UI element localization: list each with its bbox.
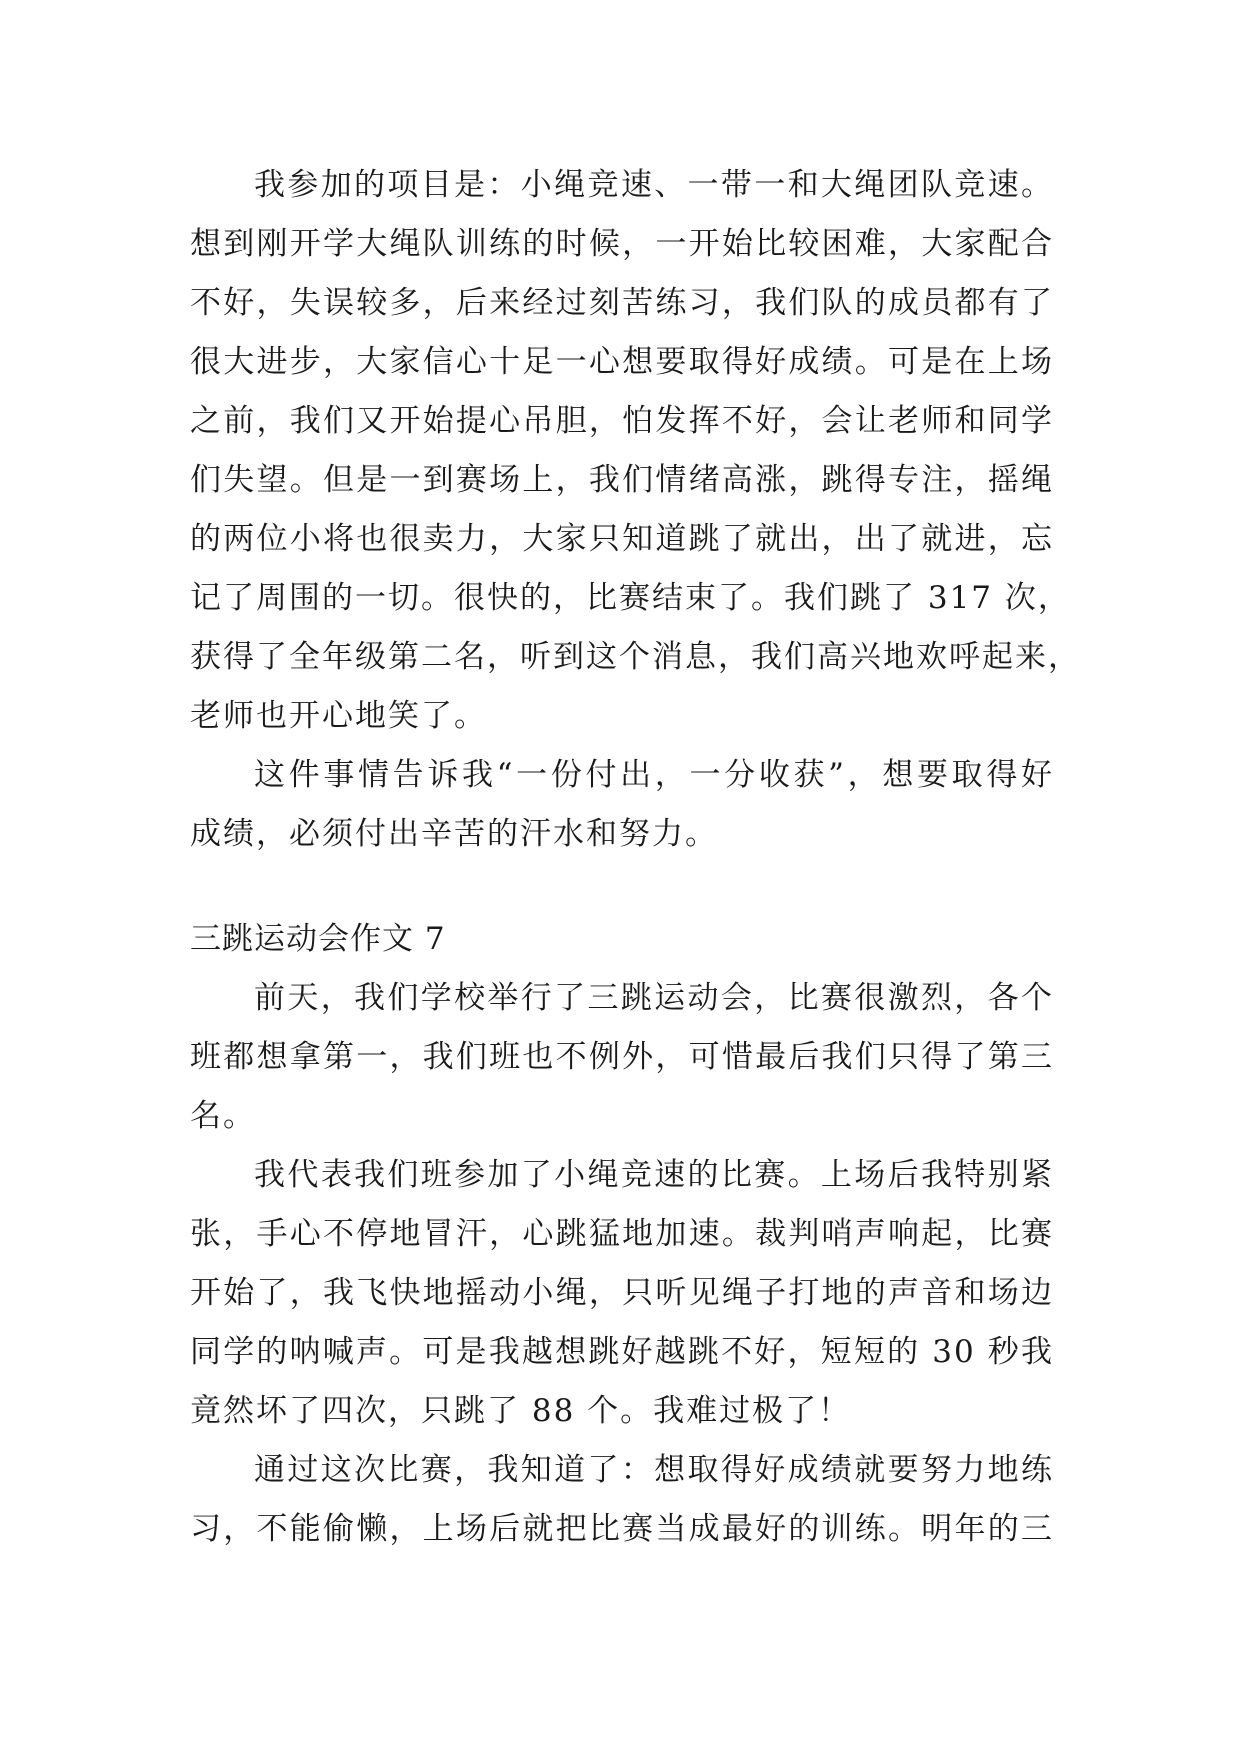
text-line: 我代表我们班参加了小绳竞速的比赛。上场后我特别紧 bbox=[254, 1157, 1054, 1193]
text-line: 开始了，我飞快地摇动小绳，只听见绳子打地的声音和场边 bbox=[190, 1275, 1054, 1311]
text-line: 不好，失误较多，后来经过刻苦练习，我们队的成员都有了 bbox=[190, 285, 1054, 321]
text-line: 班都想拿第一，我们班也不例外，可惜最后我们只得了第三 bbox=[190, 1039, 1054, 1075]
text-line: 习，不能偷懒，上场后就把比赛当成最好的训练。明年的三 bbox=[190, 1511, 1054, 1547]
text-line: 的两位小将也很卖力，大家只知道跳了就出，出了就进，忘 bbox=[190, 521, 1054, 557]
text-line: 通过这次比赛，我知道了：想取得好成绩就要努力地练 bbox=[254, 1452, 1054, 1488]
text-line: 成绩，必须付出辛苦的汗水和努力。 bbox=[190, 816, 718, 852]
section-heading: 三跳运动会作文 7 bbox=[190, 921, 446, 957]
text-line: 竟然坏了四次，只跳了 88 个。我难过极了！ bbox=[190, 1393, 852, 1429]
text-line: 名。 bbox=[190, 1098, 256, 1134]
text-line: 张，手心不停地冒汗，心跳猛地加速。裁判哨声响起，比赛 bbox=[190, 1216, 1054, 1252]
text-line: 这件事情告诉我“一份付出，一分收获”，想要取得好 bbox=[254, 757, 1054, 793]
text-line: 们失望。但是一到赛场上，我们情绪高涨，跳得专注，摇绳 bbox=[190, 462, 1054, 498]
text-line: 老师也开心地笑了。 bbox=[190, 698, 487, 734]
text-line: 获得了全年级第二名，听到这个消息，我们高兴地欢呼起来， bbox=[190, 639, 1081, 675]
text-line: 之前，我们又开始提心吊胆，怕发挥不好，会让老师和同学 bbox=[190, 403, 1054, 439]
text-line: 很大进步，大家信心十足一心想要取得好成绩。可是在上场 bbox=[190, 344, 1054, 380]
text-line: 同学的呐喊声。可是我越想跳好越跳不好，短短的 30 秒我 bbox=[190, 1334, 1054, 1370]
text-line: 想到刚开学大绳队训练的时候，一开始比较困难，大家配合 bbox=[190, 226, 1054, 262]
text-line: 前天，我们学校举行了三跳运动会，比赛很激烈，各个 bbox=[254, 980, 1054, 1016]
text-line: 我参加的项目是：小绳竞速、一带一和大绳团队竞速。 bbox=[254, 167, 1054, 203]
text-line: 记了周围的一切。很快的，比赛结束了。我们跳了 317 次， bbox=[190, 580, 1071, 616]
